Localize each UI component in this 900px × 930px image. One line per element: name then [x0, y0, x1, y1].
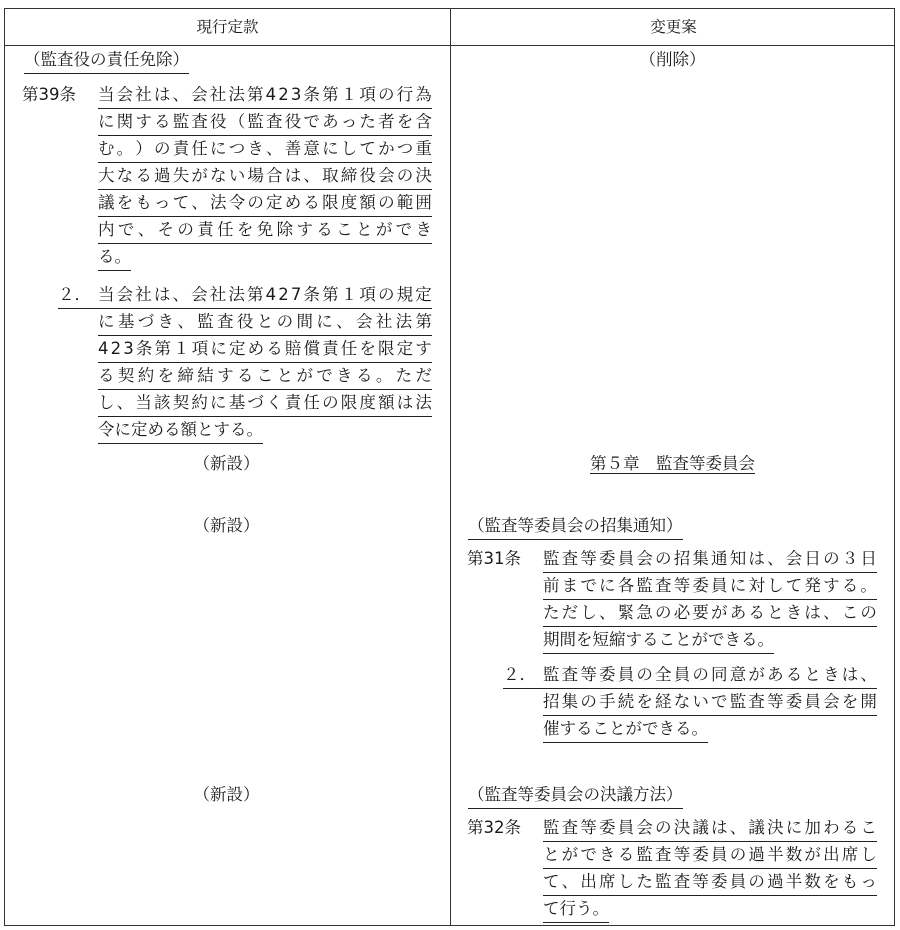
right-heading-31: （監査等委員会の招集通知） [468, 512, 683, 540]
header-proposed: 変更案 [650, 18, 697, 36]
left-article-line: 大 な る 過 失 が な い 場 合 は 、 取 締 役 会 の 決 [98, 162, 432, 190]
left-article-number: 第39条 [22, 85, 76, 104]
left-new-1: （新設） [193, 454, 260, 473]
right-item-31-line: 催することができる。 [543, 715, 708, 743]
left-article-line: 議 を も っ て 、 法 令 の 定 め る 限 度 額 の 範 囲 [98, 189, 432, 217]
left-new-3: （新設） [193, 785, 260, 804]
left-item-line: 4 2 3 条 第 １ 項 に 定 め る 賠 償 責 任 を 限 定 す [98, 335, 432, 363]
right-article-31-line: 前 ま で に 各 監 査 等 委 員 に 対 し て 発 す る 。 [543, 572, 877, 600]
left-article-line: る。 [98, 243, 131, 271]
right-chapter-wrap [450, 450, 895, 477]
header-current: 現行定款 [196, 18, 259, 36]
left-item-line: に 基 づ き 、 監 査 役 と の 間 に 、 会 社 法 第 [98, 308, 432, 336]
right-article-31-number: 第31条 [467, 549, 521, 568]
right-article-32-line: 監 査 等 委 員 会 の 決 議 は 、 議 決 に 加 わ る こ [543, 814, 877, 842]
left-item-number: ２． [58, 281, 98, 309]
left-item-line: 令に定める額とする。 [98, 416, 263, 444]
left-article-line: に 関 す る 監 査 役 （ 監 査 役 で あ っ た 者 を 含 [98, 108, 432, 136]
left-item-line: る 契 約 を 締 結 す る こ と が で き る 。 た だ [98, 362, 432, 390]
left-heading: （監査役の責任免除） [24, 46, 189, 74]
right-heading-32: （監査等委員会の決議方法） [468, 781, 683, 809]
left-article-line: む 。 ） の 責 任 に つ き 、 善 意 に し て か つ 重 [98, 135, 432, 163]
right-article-31-line: 期間を短縮することができる。 [543, 626, 774, 654]
right-item-31-number: ２． [503, 661, 543, 689]
left-article-line: 内 で 、 そ の 責 任 を 免 除 す る こ と が で き [98, 216, 432, 244]
left-item-line: 当 会 社 は 、 会 社 法 第 4 2 7 条 第 １ 項 の 規 定 [98, 281, 432, 309]
left-article-line: 当 会 社 は 、 会 社 法 第 4 2 3 条 第 １ 項 の 行 為 [98, 81, 432, 109]
right-article-31-line: 監 査 等 委 員 会 の 招 集 通 知 は 、 会 日 の ３ 日 [543, 545, 877, 573]
left-item-line: し 、 当 該 契 約 に 基 づ く 責 任 の 限 度 額 は 法 [98, 389, 432, 417]
left-new-2: （新設） [193, 516, 260, 535]
right-article-32-number: 第32条 [467, 818, 521, 837]
right-article-32-line: と が で き る 監 査 等 委 員 の 過 半 数 が 出 席 し [543, 841, 877, 869]
right-deleted: （削除） [639, 50, 706, 69]
right-article-32-line: て行う。 [543, 895, 609, 923]
right-item-31-line: 招 集 の 手 続 を 経 な い で 監 査 等 委 員 会 を 開 [543, 688, 877, 716]
right-item-31-line: 監 査 等 委 員 の 全 員 の 同 意 が あ る と き は 、 [543, 661, 877, 689]
right-article-32-line: て 、 出 席 し た 監 査 等 委 員 の 過 半 数 を も っ [543, 868, 877, 896]
right-chapter-title: 第５章 監査等委員会 [590, 454, 755, 473]
right-article-31-line: た だ し 、 緊 急 の 必 要 が あ る と き は 、 こ の [543, 599, 877, 627]
